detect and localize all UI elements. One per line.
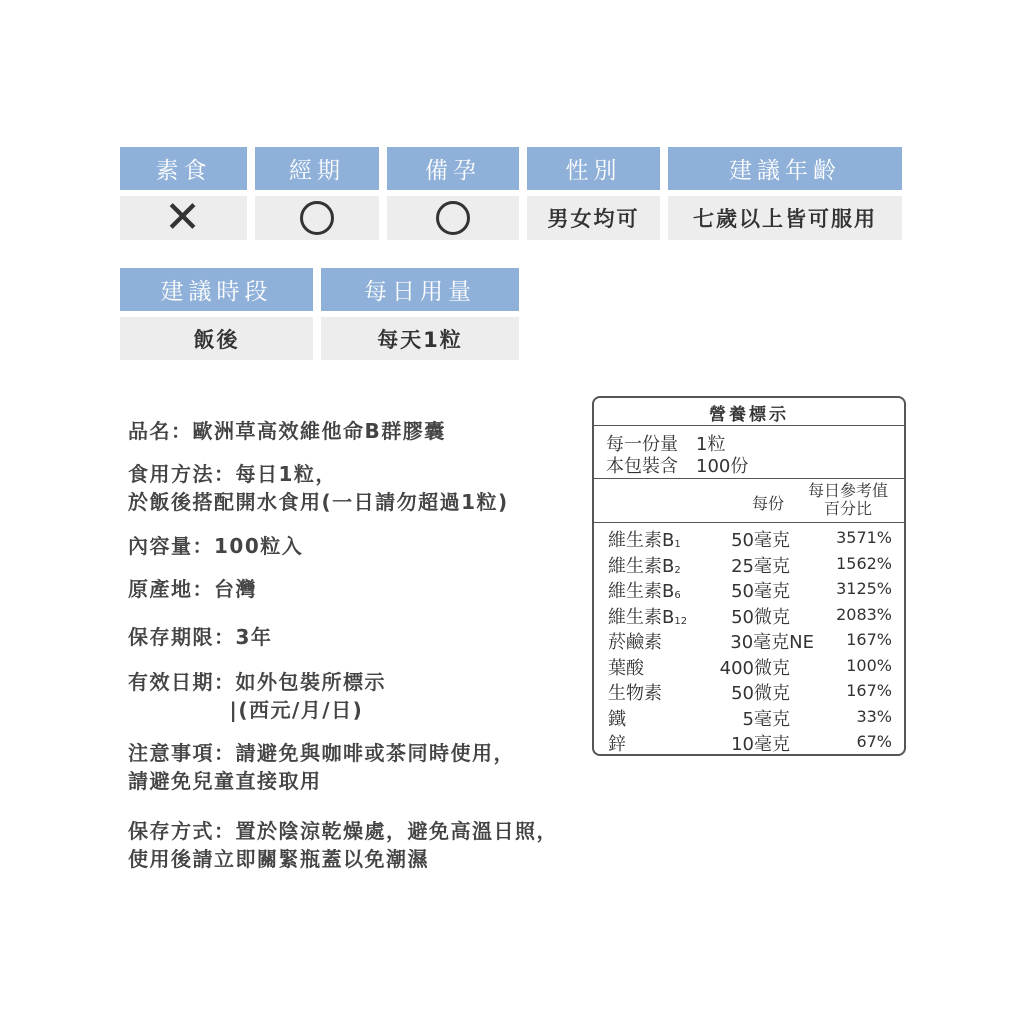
nutrient-daily-value: 100% bbox=[846, 655, 892, 675]
header-gender: 性別 bbox=[527, 147, 660, 190]
nutrient-daily-value: 167% bbox=[846, 681, 892, 700]
nutrient-amount: 30毫克NE bbox=[730, 632, 814, 653]
nutrition-title: 營養標示 bbox=[709, 405, 789, 425]
nutrient-subscript: 2 bbox=[674, 564, 681, 576]
nutrient-daily-value: 2083% bbox=[836, 604, 892, 624]
nutrient-amount: 400微克 bbox=[719, 657, 790, 679]
usage-instructions: 食用方法：每日1粒， 於飯後搭配開水食用(一日請勿超過1粒) bbox=[128, 462, 509, 514]
circle-icon bbox=[436, 201, 470, 235]
nutrient-amount: 5毫克 bbox=[742, 708, 790, 730]
nutrition-label bbox=[592, 396, 906, 756]
divider bbox=[594, 522, 904, 523]
nutrient-name: 生物素 bbox=[608, 683, 662, 704]
col-daily-value: 每日參考值 百分比 bbox=[808, 481, 889, 518]
product-name: 品名：歐洲草高效維他命B群膠囊 bbox=[128, 419, 446, 443]
nutrient-amount: 50微克 bbox=[731, 606, 790, 628]
nutrient-name: 鋅 bbox=[608, 734, 626, 755]
value-age: 七歲以上皆可服用 bbox=[668, 196, 902, 240]
cross-icon: ✕ bbox=[164, 192, 203, 243]
circle-icon bbox=[300, 201, 334, 235]
notice: 注意事項：請避免與咖啡或茶同時使用， 請避免兒童直接取用 bbox=[128, 741, 515, 793]
nutrient-name: 維生素B12 bbox=[608, 606, 688, 628]
nutrient-amount: 50微克 bbox=[731, 683, 790, 704]
shelf-life: 保存期限：3年 bbox=[128, 625, 273, 649]
divider bbox=[594, 425, 904, 426]
header-dosage: 每日用量 bbox=[321, 268, 519, 311]
nutrient-daily-value: 167% bbox=[846, 630, 892, 649]
value-vegetarian bbox=[120, 192, 247, 243]
nutrient-subscript: 6 bbox=[674, 590, 681, 601]
serving-size: 每一份量 1粒 bbox=[606, 434, 726, 455]
nutrient-name: 菸鹼素 bbox=[608, 632, 662, 653]
nutrient-name: 鐵 bbox=[608, 708, 626, 730]
header-vegetarian: 素食 bbox=[120, 147, 247, 190]
nutrient-daily-value: 3571% bbox=[836, 528, 892, 547]
nutrient-name: 維生素B6 bbox=[608, 581, 681, 602]
storage: 保存方式：置於陰涼乾燥處，避免高溫日照， 使用後請立即關緊瓶蓋以免潮濕 bbox=[128, 819, 558, 871]
expiry-date: 有效日期：如外包裝所標示 |(西元/月/日) bbox=[128, 670, 386, 722]
origin: 原產地：台灣 bbox=[128, 577, 257, 601]
nutrient-daily-value: 67% bbox=[856, 732, 892, 751]
col-per-serving: 每份 bbox=[752, 494, 785, 513]
nutrient-amount: 50毫克 bbox=[731, 530, 790, 551]
nutrient-subscript: 1 bbox=[674, 539, 681, 550]
nutrient-daily-value: 33% bbox=[856, 706, 892, 726]
value-timing: 飯後 bbox=[120, 317, 313, 360]
nutrient-daily-value: 3125% bbox=[836, 579, 892, 598]
nutrient-daily-value: 1562% bbox=[836, 553, 892, 573]
value-menstrual bbox=[255, 196, 379, 240]
nutrient-subscript: 12 bbox=[674, 615, 688, 627]
divider bbox=[594, 478, 904, 479]
content-amount: 內容量：100粒入 bbox=[128, 534, 304, 558]
header-timing: 建議時段 bbox=[120, 268, 313, 311]
value-gender: 男女均可 bbox=[527, 196, 660, 240]
header-pregnancy-prep: 備孕 bbox=[387, 147, 519, 190]
value-dosage: 每天1粒 bbox=[321, 317, 519, 360]
header-age: 建議年齡 bbox=[668, 147, 902, 190]
servings-per-pack: 本包裝含 100份 bbox=[606, 456, 749, 477]
nutrient-amount: 10毫克 bbox=[731, 734, 790, 755]
nutrient-name: 葉酸 bbox=[608, 657, 644, 679]
nutrient-name: 維生素B2 bbox=[608, 555, 681, 577]
nutrient-amount: 25毫克 bbox=[731, 555, 790, 577]
header-menstrual: 經期 bbox=[255, 147, 379, 190]
value-pregnancy-prep bbox=[387, 196, 519, 240]
nutrient-amount: 50毫克 bbox=[731, 581, 790, 602]
nutrient-name: 維生素B1 bbox=[608, 530, 681, 551]
